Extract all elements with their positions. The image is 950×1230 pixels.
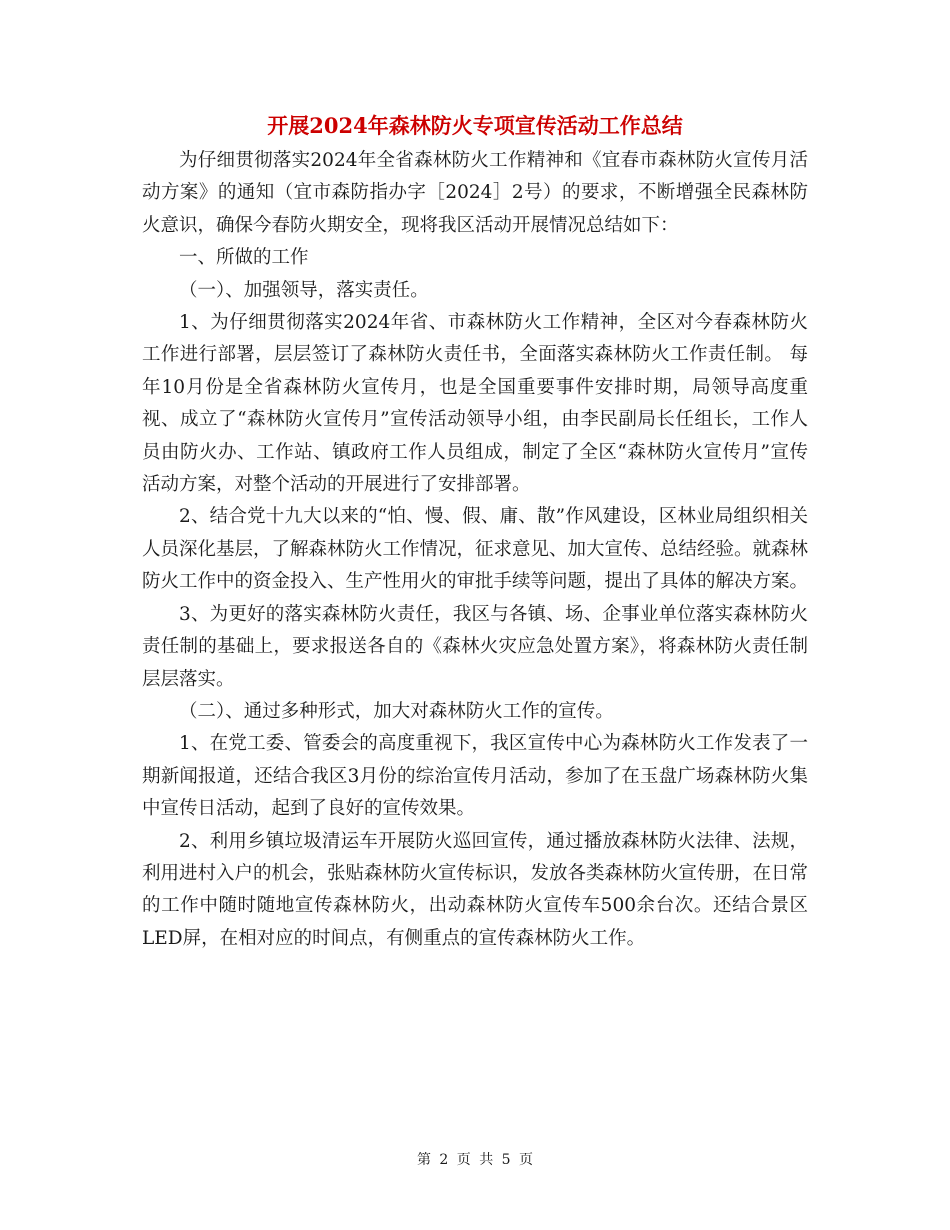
body-paragraph: 2、结合党十九大以来的“怕、慢、假、庸、散”作风建设，区林业局组织相关人员深化基层，了解森林防火工作情况，征求意见、加大宣传、总结经验。就森林防火工作中的资金投入、生产性用火的审批手续等问题，提出了具体的解决方案。	[142, 506, 809, 593]
subsection-heading-leadership: （一）、加强领导，落实责任。	[179, 279, 429, 301]
body-paragraph: 3、为更好的落实森林防火责任，我区与各镇、场、企事业单位落实森林防火责任制的基础上，要求报送各自的《森林火灾应急处置方案》，将森林防火责任制层层落实。	[142, 603, 808, 690]
body-paragraph: 2、利用乡镇垃圾清运车开展防火巡回宣传，通过播放森林防火法律、法规，利用进村入户的机会，张贴森林防火宣传标识，发放各类森林防火宣传册，在日常的工作中随时随地宣传森林防火，出动森林防火宣传车500余台次。还结合景区LED屏，在相对应的时间点，有侧重点的宣传森林防火工作。	[142, 830, 809, 949]
document-title: 开展2024年森林防火专项宣传活动工作总结	[267, 113, 683, 138]
body-paragraph: 1、为仔细贯彻落实2024年省、市森林防火工作精神，全区对今春森林防火工作进行部署，层层签订了森林防火责任书，全面落实森林防火工作责任制。 每年10月份是全省森林防火宣传月，也是全国重要事件安排时期，局领导高度重视、成立了“森林防火宣传月”宣传活动领导小组，由李民副局长任组长，工作人员由防火办、工作站、镇政府工作人员组成，制定了全区“森林防火宣传月”宣传活动方案，对整个活动的开展进行了安排部署。	[142, 312, 808, 496]
subsection-heading-publicity: （二）、通过多种形式，加大对森林防火工作的宣传。	[179, 700, 614, 722]
body-paragraph: 1、在党工委、管委会的高度重视下，我区宣传中心为森林防火工作发表了一期新闻报道，还结合我区3月份的综治宣传月活动，参加了在玉盘广场森林防火集中宣传日活动，起到了良好的宣传效果。	[142, 733, 808, 820]
intro-paragraph: 为仔细贯彻落实2024年全省森林防火工作精神和《宜春市森林防火宣传月活动方案》的通知（宜市森防指办字［2024］2号）的要求，不断增强全民森林防火意识，确保今春防火期安全，现将我区活动开展情况总结如下：	[142, 150, 808, 236]
document-body	[142, 145, 808, 955]
section-heading-work-done: 一、所做的工作	[179, 247, 309, 269]
page-number-footer: 第 2 页 共 5 页	[416, 1152, 534, 1168]
